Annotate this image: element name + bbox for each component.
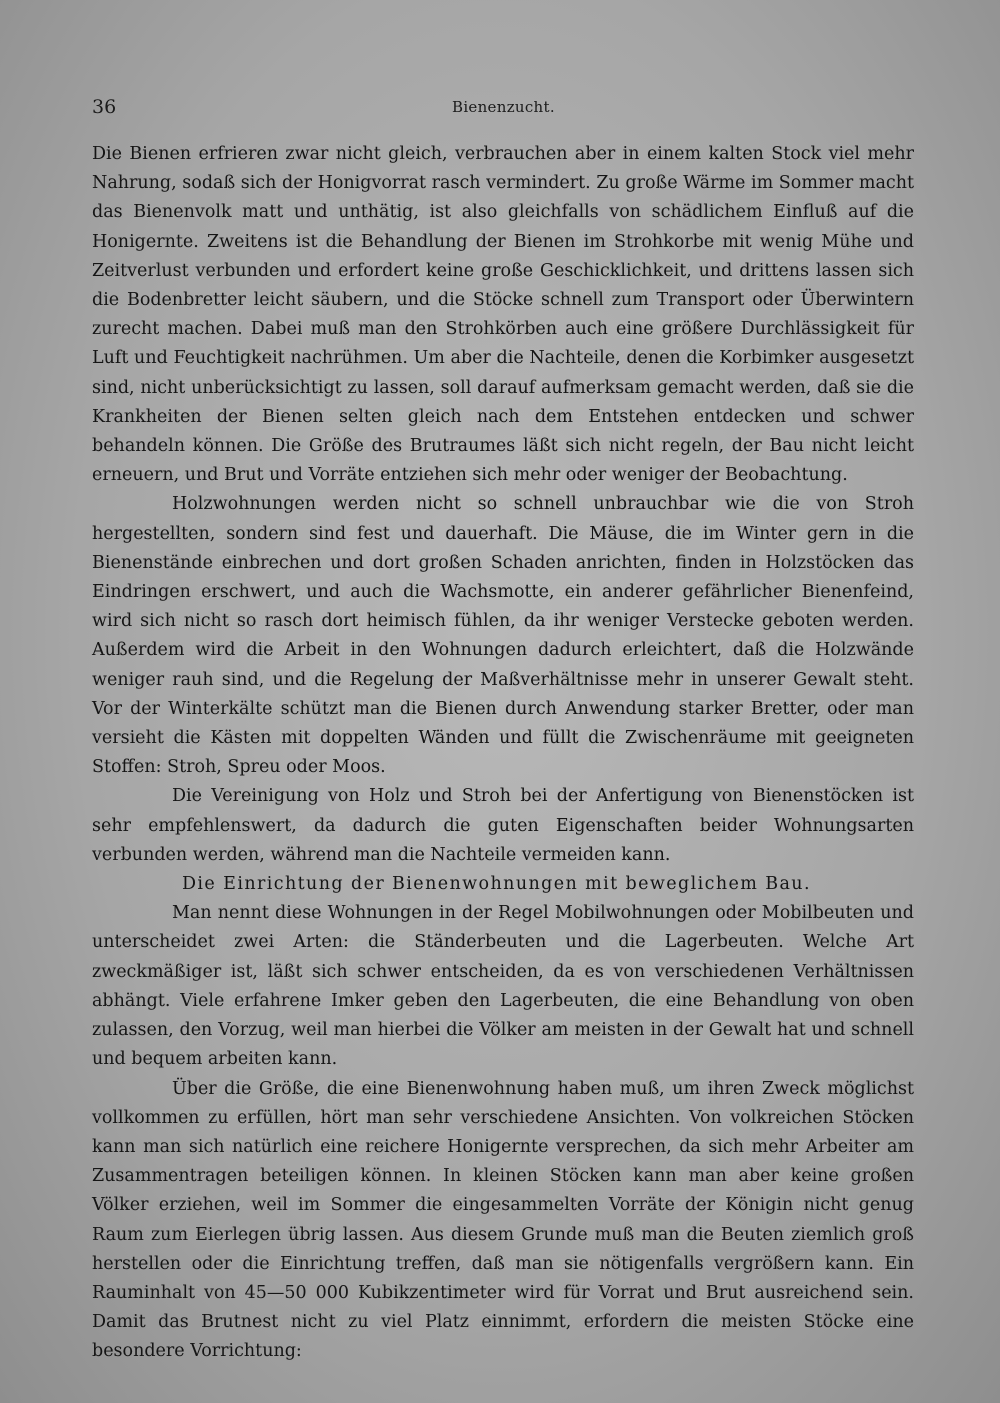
body-text bbox=[92, 140, 914, 1367]
section-heading: Die Einrichtung der Bienenwohnungen mit beweglichem Bau. bbox=[182, 874, 811, 895]
page-header bbox=[92, 96, 912, 128]
paragraph-straw-hives: Die Bienen erfrieren zwar nicht gleich, verbrauchen aber in einem kalten Stock viel mehr Nahrung, sodaß sich der Honigvorrat rasch vermindert. Zu große Wärme im Sommer macht das Bienenvolk matt und unthätig, ist also gleichfalls von schädlichem Einfluß auf die Honigernte. Zweitens ist die Behandlung der Bienen im Strohkorbe mit wenig Mühe und Zeitverlust verbunden und erfordert keine große Geschicklichkeit, und drittens lassen sich die Bodenbretter leicht säubern, und die Stöcke schnell zum Transport oder Überwintern zurecht machen. Dabei muß man den Strohkörben auch eine größere Durchlässigkeit für Luft und Feuchtigkeit nachrühmen. Um aber die Nachteile, denen die Korbimker ausgesetzt sind, nicht unberücksichtigt zu lassen, soll darauf aufmerksam gemacht werden, daß sie die Krankheiten der Bienen selten gleich nach dem Entstehen entdecken und schwer behandeln können. Die Größe des Brutraumes läßt sich nicht regeln, der Bau nicht leicht erneuern, und Brut und Vorräte entziehen sich mehr oder weniger der Beobachtung. bbox=[92, 144, 914, 486]
paragraph-mobile-hives: Man nennt diese Wohnungen in der Regel Mobilwohnungen oder Mobilbeuten und unterscheidet zwei Arten: die Ständerbeuten und die Lagerbeuten. Welche Art zweckmäßiger ist, läßt sich schwer entscheiden, da es von verschiedenen Verhältnissen abhängt. Viele erfahrene Imker geben den Lagerbeuten, die eine Behandlung von oben zulassen, den Vorzug, weil man hierbei die Völker am meisten in der Gewalt hat und schnell und bequem arbeiten kann. bbox=[92, 903, 914, 1070]
paragraph-combined-hives: Die Vereinigung von Holz und Stroh bei der Anfertigung von Bienenstöcken ist sehr empfehlenswert, da dadurch die guten Eigenschaften beider Wohnungsarten verbunden werden, während man die Nachteile vermeiden kann. bbox=[92, 786, 914, 865]
page-number: 36 bbox=[92, 96, 117, 118]
running-title: Bienenzucht. bbox=[452, 98, 555, 116]
paragraph-hive-size: Über die Größe, die eine Bienenwohnung haben muß, um ihren Zweck möglichst vollkommen zu erfüllen, hört man sehr verschiedene Ansichten. Von volkreichen Stöcken kann man sich natürlich eine reichere Honigernte versprechen, da sich mehr Arbeiter am Zusammentragen beteiligen können. In kleinen Stöcken kann man aber keine großen Völker erziehen, weil im Sommer die eingesammelten Vorräte der Königin nicht genug Raum zum Eierlegen übrig lassen. Aus diesem Grunde muß man die Beuten ziemlich groß herstellen oder die Einrichtung treffen, daß man sie nötigenfalls vergrößern kann. Ein Rauminhalt von 45—50 000 Kubikzentimeter wird für Vorrat und Brut ausreichend sein. Damit das Brutnest nicht zu viel Platz einnimmt, erfordern die meisten Stöcke eine besondere Vorrichtung: bbox=[92, 1078, 914, 1362]
paragraph-wooden-hives: Holzwohnungen werden nicht so schnell unbrauchbar wie die von Stroh hergestellten, sondern sind fest und dauerhaft. Die Mäuse, die im Winter gern in die Bienenstände einbrechen und dort großen Schaden anrichten, finden in Holzstöcken das Eindringen erschwert, und auch die Wachsmotte, ein anderer gefährlicher Bienenfeind, wird sich nicht so rasch dort heimisch fühlen, da ihr weniger Verstecke geboten werden. Außerdem wird die Arbeit in den Wohnungen dadurch erleichtert, daß die Holzwände weniger rauh sind, und die Regelung der Maßverhältnisse mehr in unserer Gewalt steht. Vor der Winterkälte schützt man die Bienen durch Anwendung starker Bretter, oder man versieht die Kästen mit doppelten Wänden und füllt die Zwischenräume mit geeigneten Stoffen: Stroh, Spreu oder Moos. bbox=[92, 494, 914, 778]
